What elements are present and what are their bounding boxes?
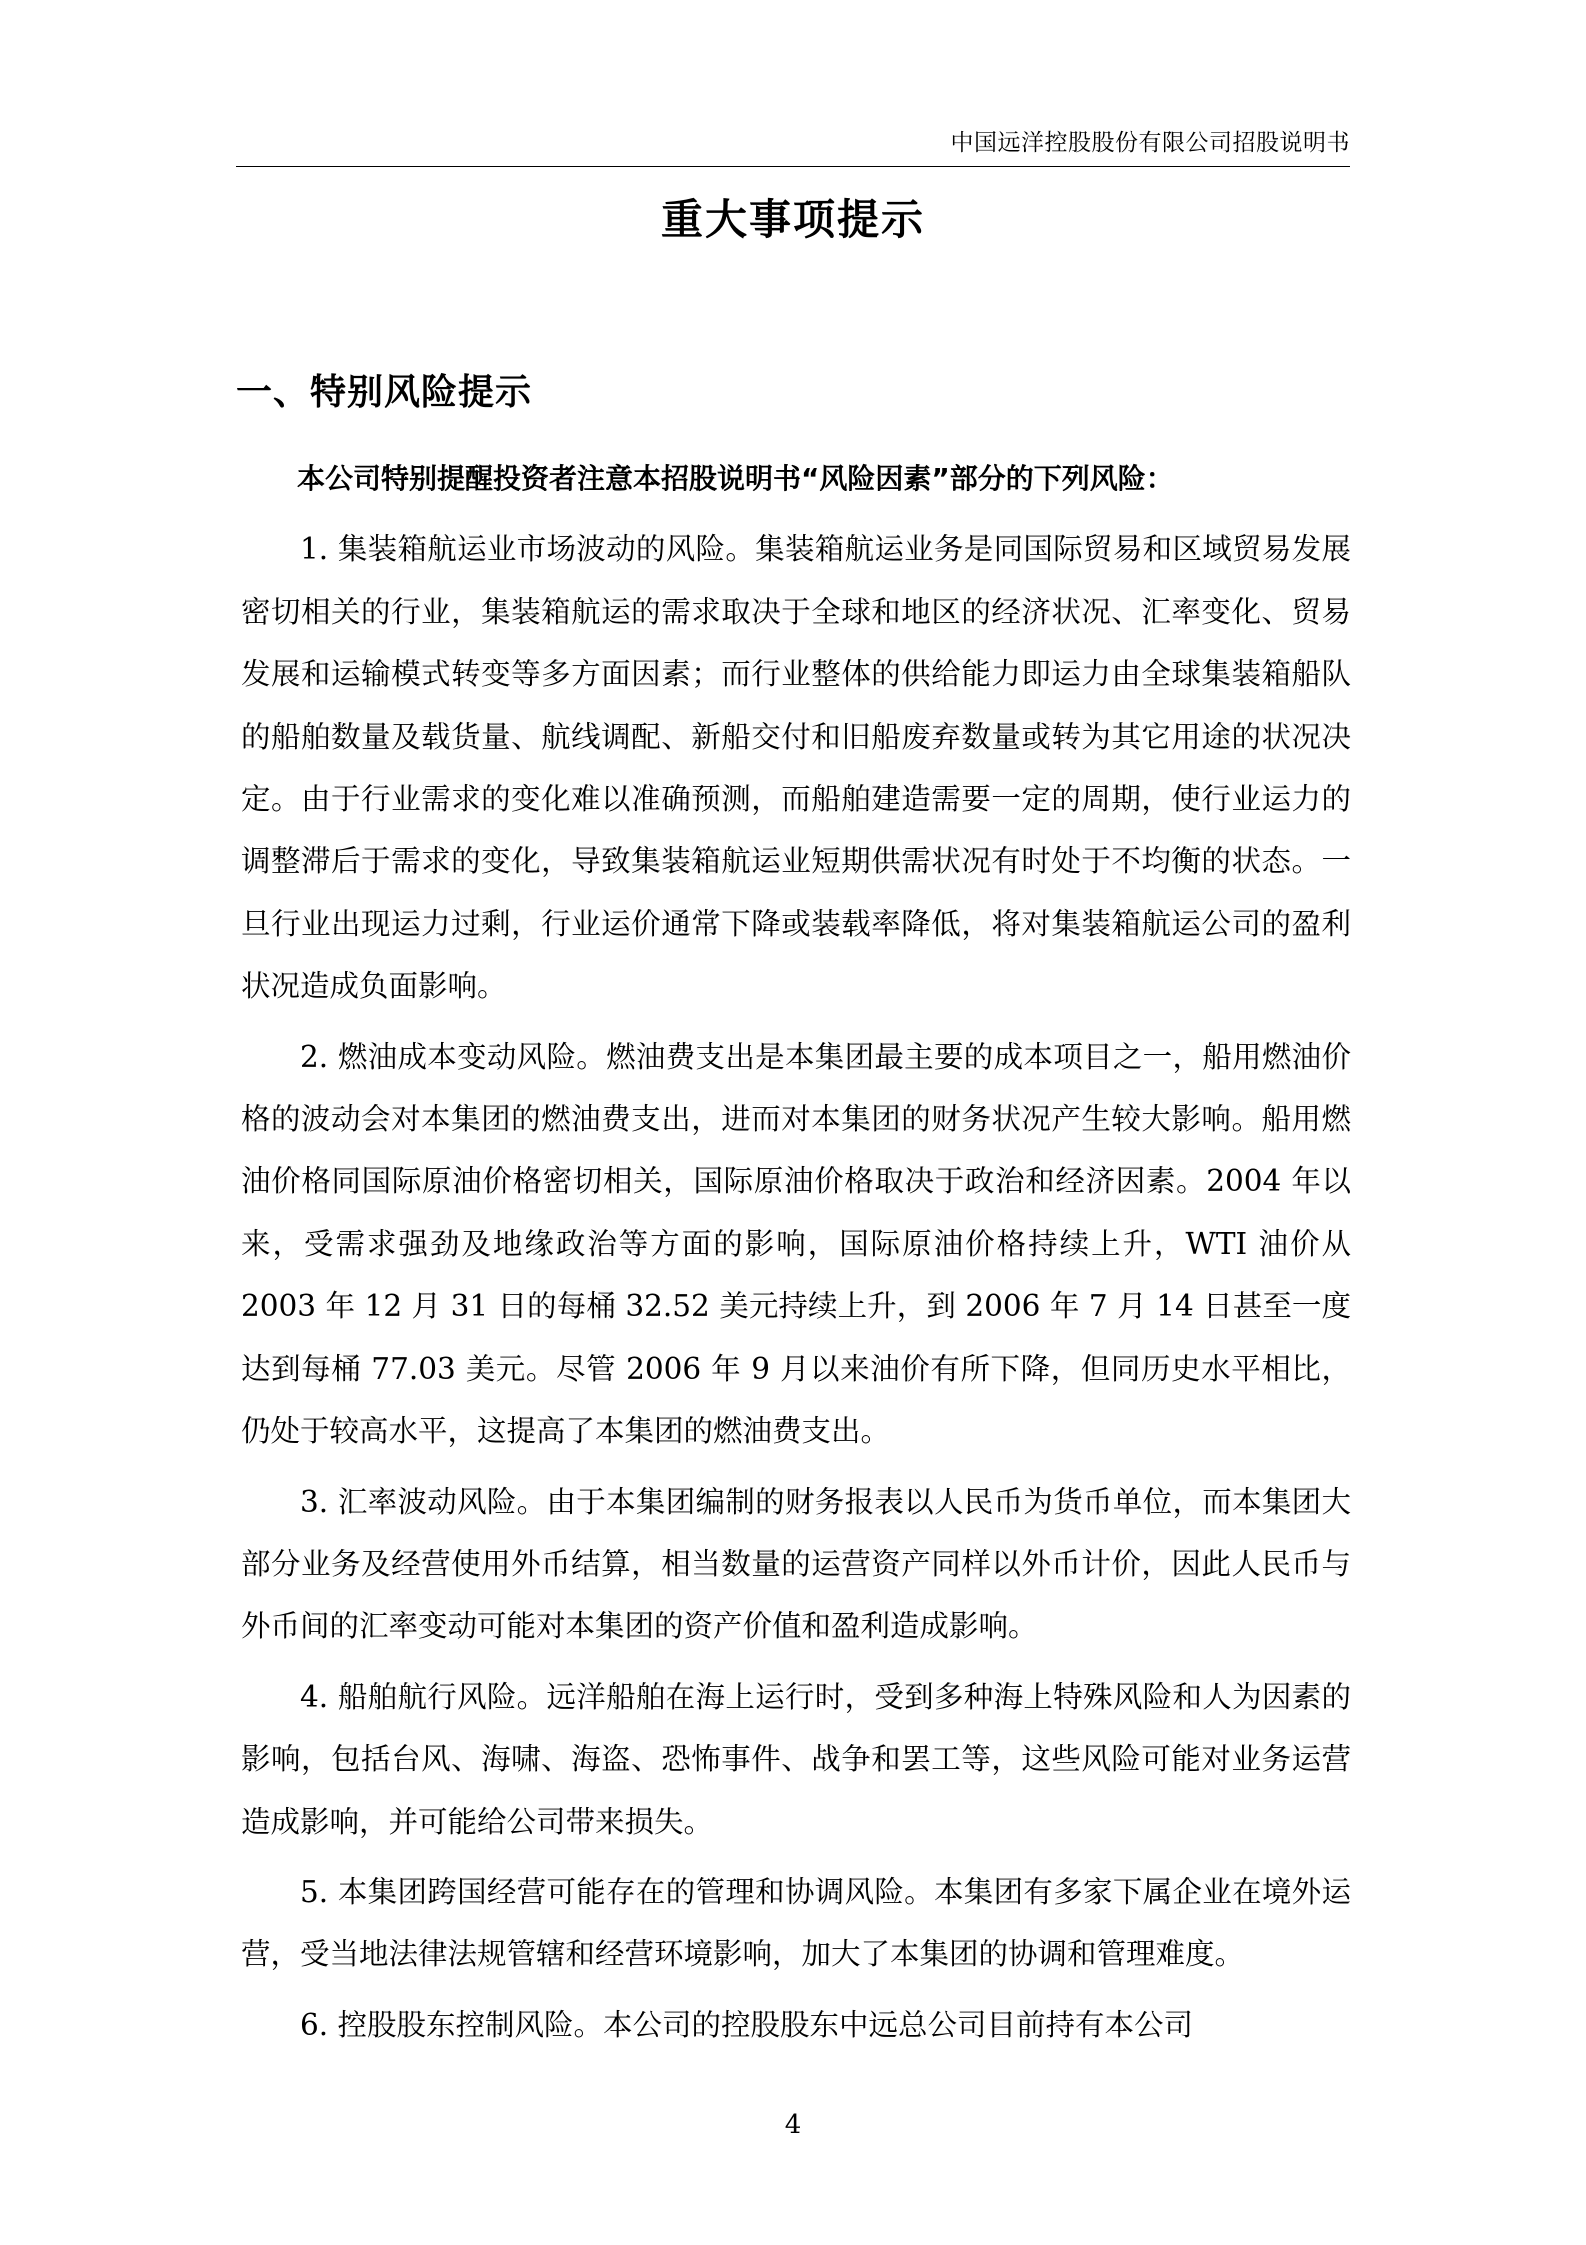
risk-paragraph-1: 1. 集装箱航运业市场波动的风险。集装箱航运业务是同国际贸易和区域贸易发展密切相关的行业，集装箱航运的需求取决于全球和地区的经济状况、汇率变化、贸易发展和运输模式转变等多方面因素；而行业整体的供给能力即运力由全球集装箱船队的船舶数量及载货量、航线调配、新船交付和旧船废弃数量或转为其它用途的状况决定。由于行业需求的变化难以准确预测，而船舶建造需要一定的周期，使行业运力的调整滞后于需求的变化，导致集装箱航运业短期供需状况有时处于不均衡的状态。一旦行业出现运力过剩，行业运价通常下降或装载率降低，将对集装箱航运公司的盈利状况造成负面影响。 [241, 532, 1351, 1004]
risk-paragraph-4: 4. 船舶航行风险。远洋船舶在海上运行时，受到多种海上特殊风险和人为因素的影响，包括台风、海啸、海盗、恐怖事件、战争和罢工等，这些风险可能对业务运营造成影响，并可能给公司带来损失。 [241, 1679, 1351, 1839]
intro-paragraph: 本公司特别提醒投资者注意本招股说明书“风险因素”部分的下列风险： [297, 462, 1174, 495]
document-title: 重大事项提示 [660, 195, 925, 244]
section-heading: 一、特别风险提示 [236, 372, 533, 413]
running-header [236, 128, 1350, 167]
risk-paragraph-5: 5. 本集团跨国经营可能存在的管理和协调风险。本集团有多家下属企业在境外运营，受当地法律法规管辖和经营环境影响，加大了本集团的协调和管理难度。 [241, 1874, 1351, 1972]
risk-paragraph-2: 2. 燃油成本变动风险。燃油费支出是本集团最主要的成本项目之一，船用燃油价格的波动会对本集团的燃油费支出，进而对本集团的财务状况产生较大影响。船用燃油价格同国际原油价格密切相关，国际原油价格取决于政治和经济因素。2004 年以来，受需求强劲及地缘政治等方面的影响，国际原油价格持续上升，WTI 油价从 2003 年 12 月 31 日的每桶 32.52 美元持续上升，到 2006 年 7 月 14 日甚至一度达到每桶 77.03 美元。尽管 2006 年 9 月以来油价有所下降，但同历史水平相比，仍处于较高水平，这提高了本集团的燃油费支出。 [241, 1039, 1351, 1449]
running-header-title: 中国远洋控股股份有限公司招股说明书 [950, 130, 1350, 156]
risk-paragraph-3: 3. 汇率波动风险。由于本集团编制的财务报表以人民币为货币单位，而本集团大部分业务及经营使用外币结算，相当数量的运营资产同样以外币计价，因此人民币与外币间的汇率变动可能对本集团的资产价值和盈利造成影响。 [241, 1484, 1351, 1644]
risk-paragraph-6: 6. 控股股东控制风险。本公司的控股股东中远总公司目前持有本公司 [300, 2007, 1194, 2042]
section-body [241, 448, 1351, 2056]
page-number: 4 [784, 2110, 802, 2140]
